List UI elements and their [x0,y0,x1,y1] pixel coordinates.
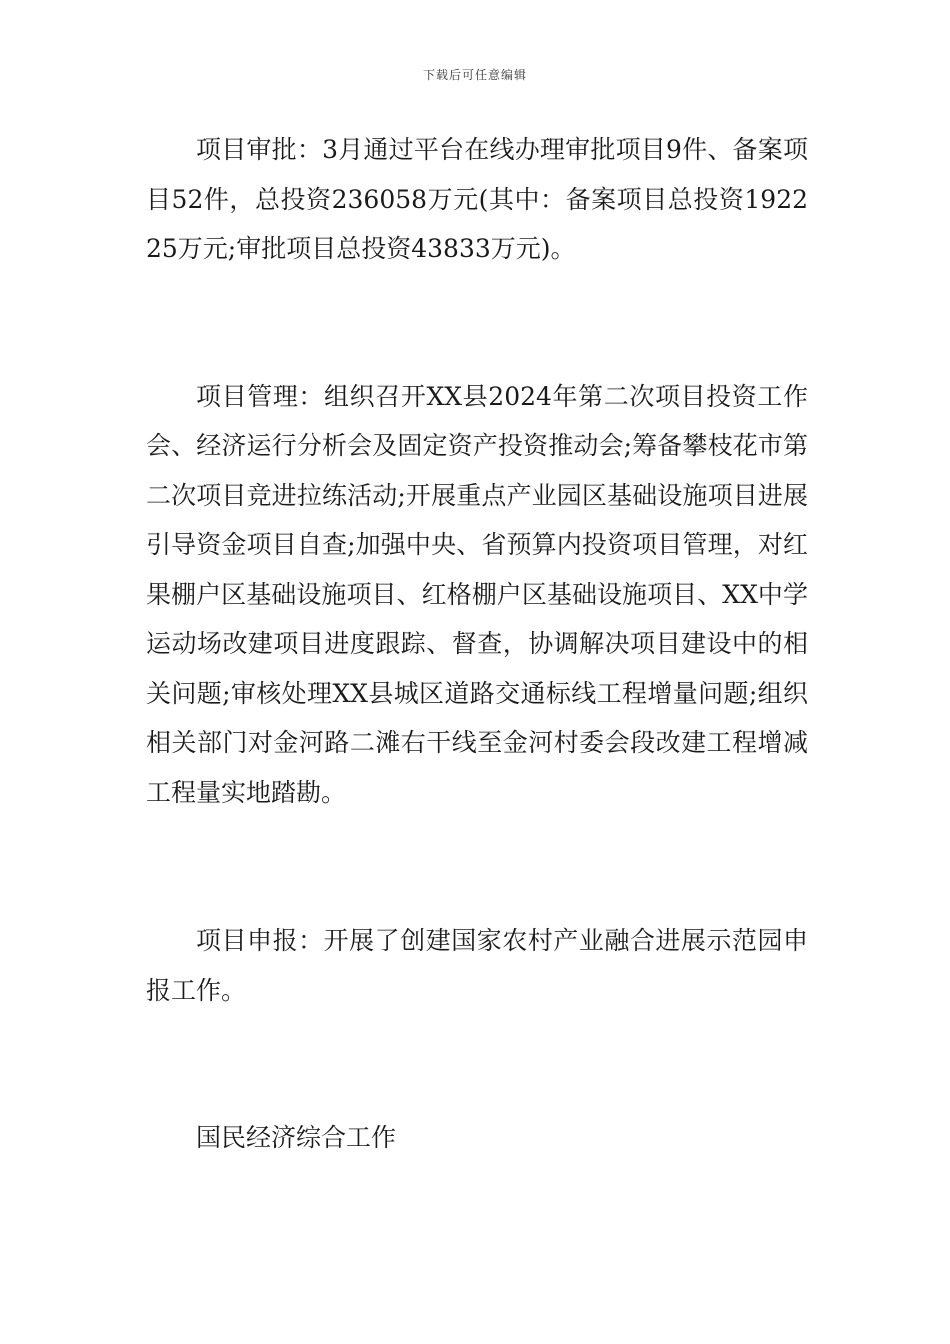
page-header-note: 下载后可任意编辑 [422,68,527,82]
paragraph-project-approval: 项目审批：3月通过平台在线办理审批项目9件、备案项目52件，总投资236058万元(其中：备案项目总投资192225万元;审批项目总投资43833万元)。 [146,135,808,263]
section-heading-economy: 国民经济综合工作 [196,1123,397,1152]
paragraph-project-management: 项目管理：组织召开XX县2024年第二次项目投资工作会、经济运行分析会及固定资产投资推动会;筹备攀枝花市第二次项目竞进拉练活动;开展重点产业园区基础设施项目进展引导资金项目自查;加强中央、省预算内投资项目管理，对红果棚户区基础设施项目、红格棚户区基础设施项目、XX中学运动场改建项目进度跟踪、督查，协调解决项目建设中的相关问题;审核处理XX县城区道路交通标线工程增量问题;组织相关部门对金河路二滩右干线至金河村委会段改建工程增减工程量实地踏勘。 [146,381,808,807]
paragraph-project-declaration: 项目申报：开展了创建国家农村产业融合进展示范园申报工作。 [146,926,808,1005]
document-body [146,125,808,1163]
